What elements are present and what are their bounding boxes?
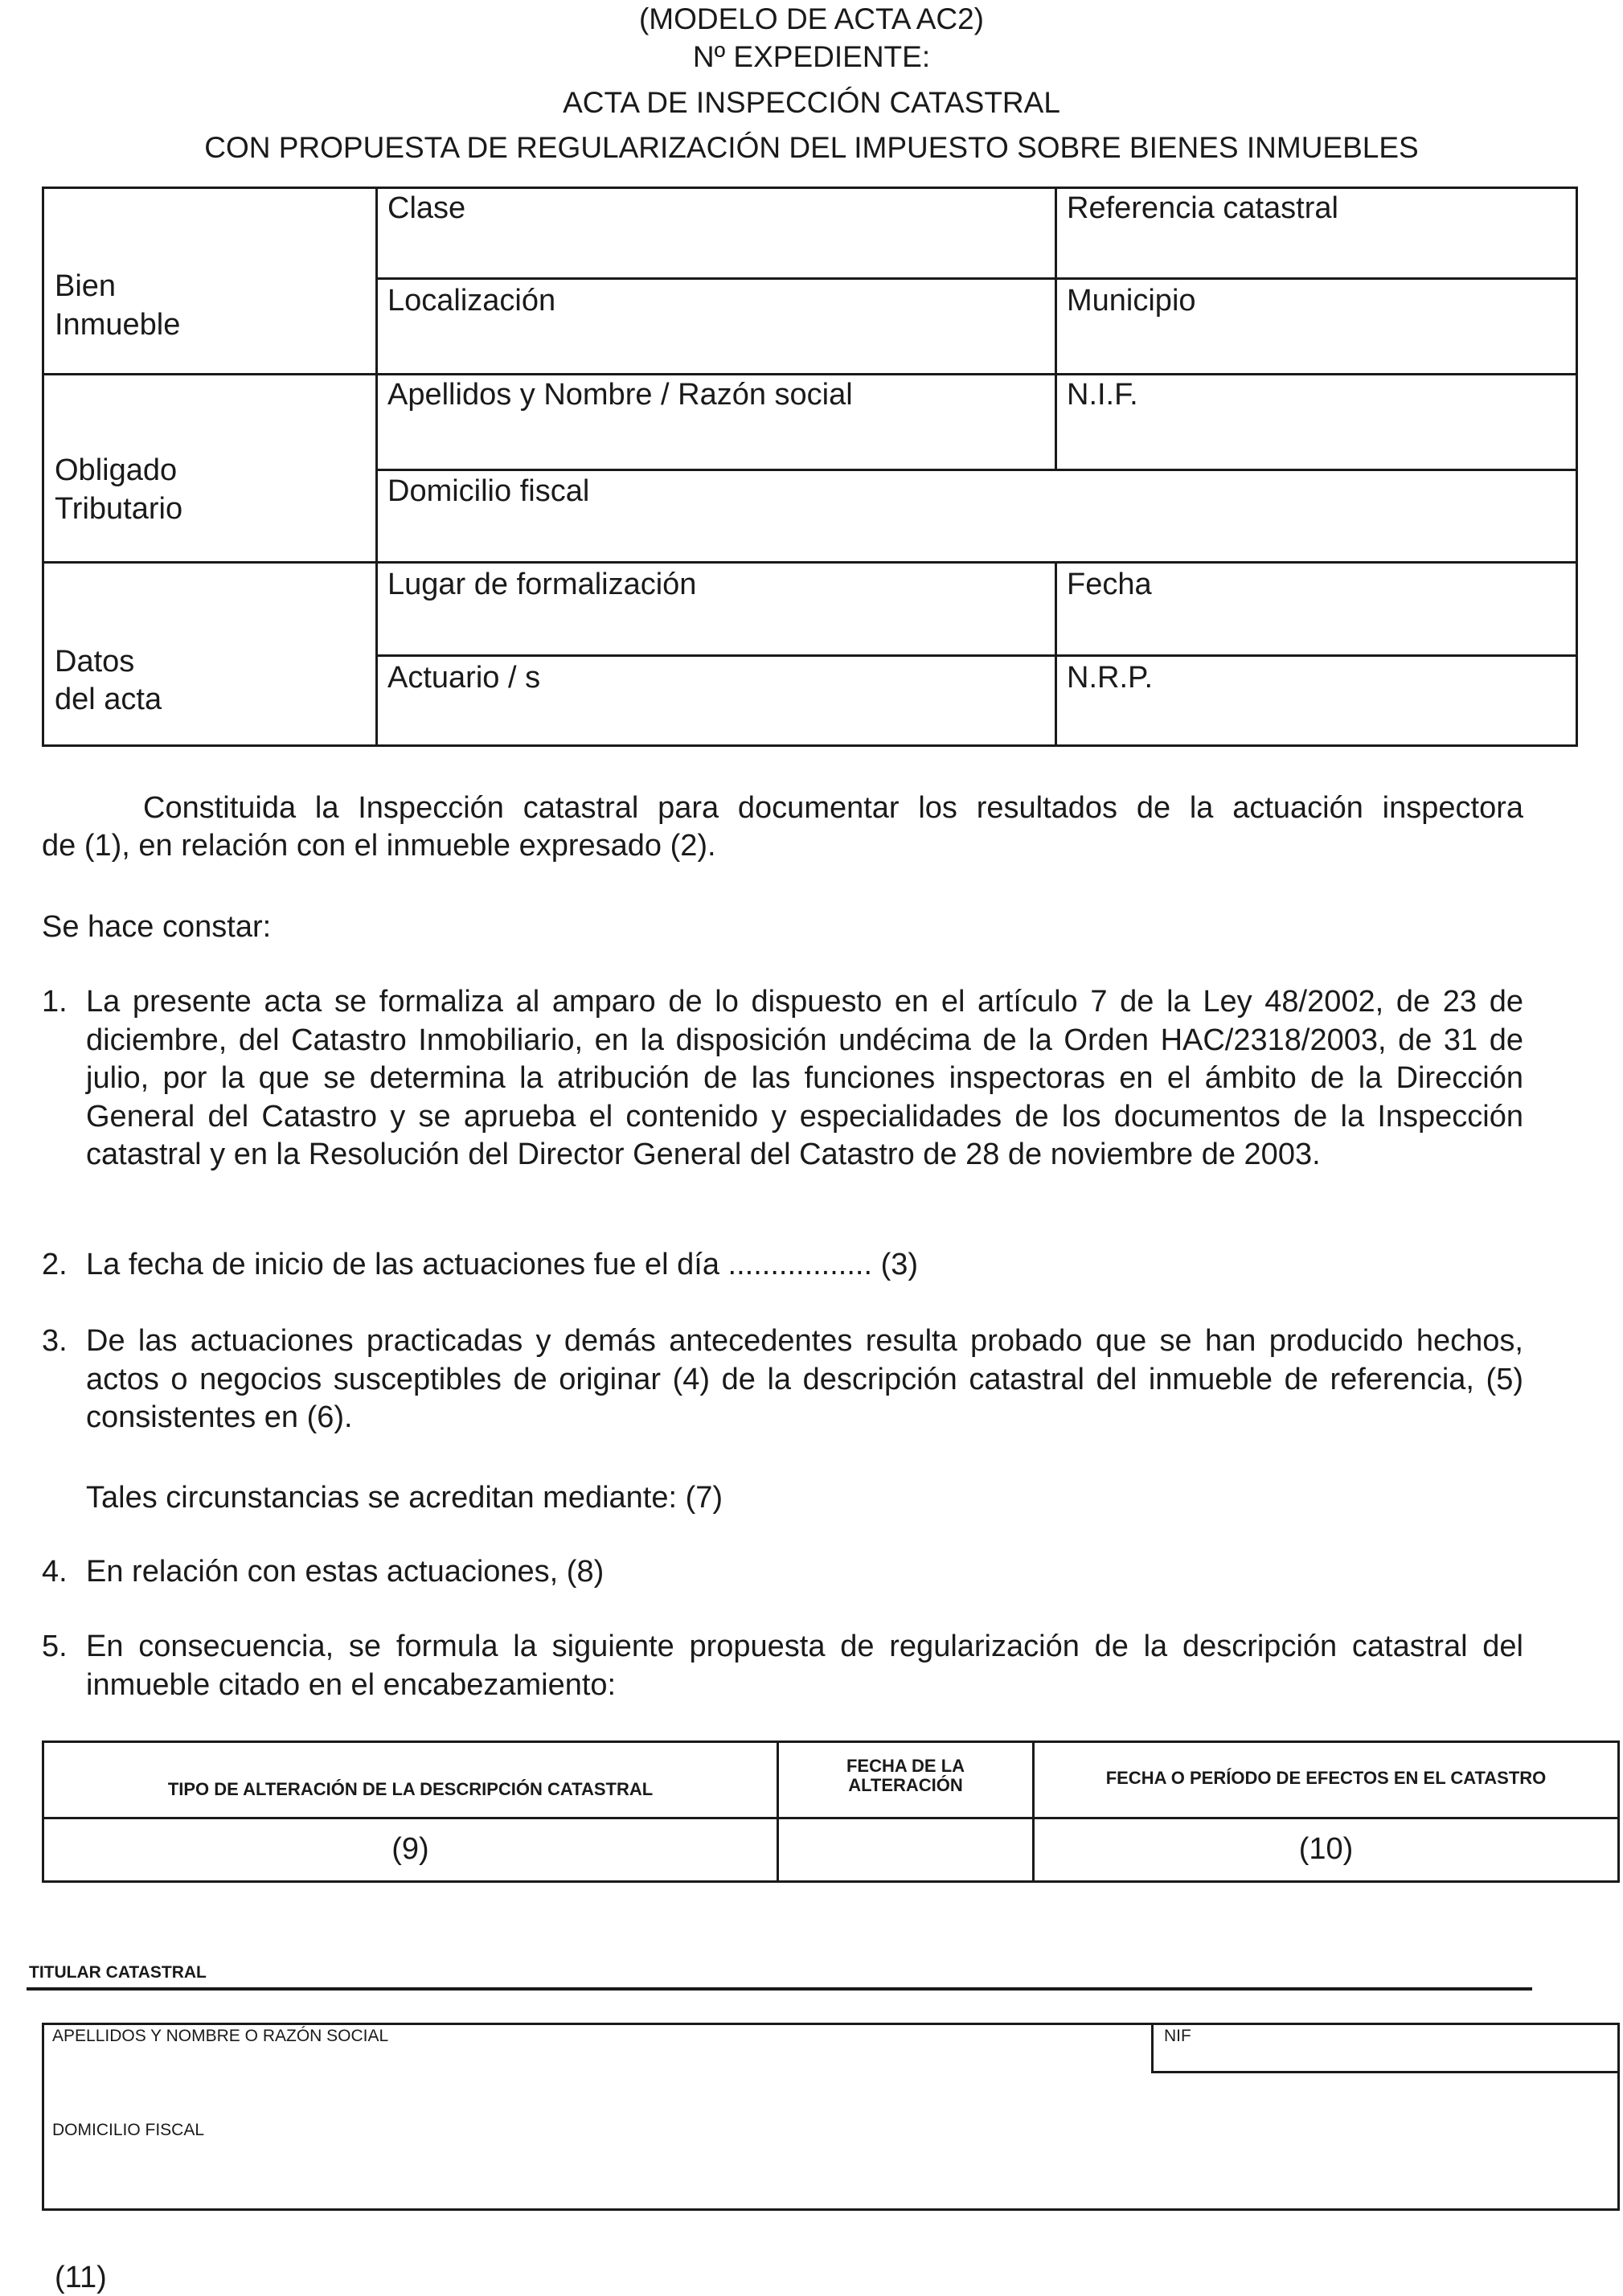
header-expediente: Nº EXPEDIENTE: bbox=[692, 40, 931, 73]
titular-apellidos-label: APELLIDOS Y NOMBRE O RAZÓN SOCIAL bbox=[52, 2027, 389, 2045]
field-apellidos-nombre: Apellidos y Nombre / Razón social bbox=[387, 378, 853, 412]
titular-domicilio-label: DOMICILIO FISCAL bbox=[52, 2121, 205, 2139]
col-tipo-alteracion: TIPO DE ALTERACIÓN DE LA DESCRIPCIÓN CATASTRAL bbox=[167, 1779, 654, 1799]
intro-line2: de (1), en relación con el inmueble expresado (2). bbox=[42, 829, 716, 863]
value-tipo-alteracion: (9) bbox=[391, 1832, 429, 1866]
field-nif: N.I.F. bbox=[1067, 378, 1138, 412]
group-obligado-line1: Obligado bbox=[55, 453, 178, 487]
item-4-number: 4. bbox=[42, 1555, 68, 1589]
header-title: ACTA DE INSPECCIÓN CATASTRAL bbox=[563, 86, 1060, 119]
field-domicilio-fiscal: Domicilio fiscal bbox=[387, 474, 590, 508]
col-fecha-efectos: FECHA O PERÍODO DE EFECTOS EN EL CATASTRO bbox=[1105, 1768, 1547, 1788]
se-hace-constar: Se hace constar: bbox=[42, 910, 272, 944]
field-clase: Clase bbox=[387, 191, 466, 225]
field-actuario: Actuario / s bbox=[387, 661, 541, 695]
group-obligado-line2: Tributario bbox=[55, 492, 183, 526]
col-fecha-alteracion-line2: ALTERACIÓN bbox=[848, 1775, 963, 1795]
item-5-number: 5. bbox=[42, 1630, 68, 1663]
footer-note: (11) bbox=[55, 2261, 107, 2294]
item-4-text: En relación con estas actuaciones, (8) bbox=[86, 1555, 605, 1589]
item-3-text: De las actuaciones practicadas y demás antecedentes resulta probado que se han producido hechos, actos o negocios susceptibles de originar (4) de la descripción catastral del inmueble de referencia, (5) consistentes en (6). bbox=[86, 1324, 1523, 1434]
field-fecha: Fecha bbox=[1067, 568, 1152, 601]
titular-box-border bbox=[42, 2023, 1620, 2211]
titular-heading-rule bbox=[27, 1987, 1532, 1991]
item-1-number: 1. bbox=[42, 985, 68, 1019]
intro-line1: Constituida la Inspección catastral para documentar los resultados de la actuación inspectora bbox=[143, 791, 1523, 825]
field-lugar-formalizacion: Lugar de formalización bbox=[387, 568, 697, 601]
item-5-text: En consecuencia, se formula la siguiente propuesta de regularización de la descripción catastral del inmueble citado en el encabezamiento: bbox=[86, 1630, 1523, 1702]
titular-heading: TITULAR CATASTRAL bbox=[29, 1963, 207, 1982]
item-3-number: 3. bbox=[42, 1324, 68, 1358]
group-bien-line2: Inmueble bbox=[55, 308, 181, 342]
item-2-number: 2. bbox=[42, 1248, 68, 1281]
value-fecha-efectos: (10) bbox=[1298, 1832, 1354, 1866]
group-datos-line2: del acta bbox=[55, 683, 162, 716]
field-nrp: N.R.P. bbox=[1067, 661, 1154, 695]
titular-nif-label: NIF bbox=[1164, 2027, 1191, 2045]
col-fecha-alteracion-line1: FECHA DE LA bbox=[846, 1756, 965, 1776]
header-model: (MODELO DE ACTA AC2) bbox=[638, 2, 985, 35]
group-bien-line1: Bien bbox=[55, 269, 117, 303]
item-2-text: La fecha de inicio de las actuaciones fue el día ................. (3) bbox=[86, 1248, 919, 1281]
group-datos-line1: Datos bbox=[55, 645, 135, 679]
tales-circunstancias: Tales circunstancias se acreditan mediante: (7) bbox=[86, 1481, 723, 1515]
header-subtitle: CON PROPUESTA DE REGULARIZACIÓN DEL IMPUESTO SOBRE BIENES INMUEBLES bbox=[204, 131, 1419, 164]
item-1-text: La presente acta se formaliza al amparo de lo dispuesto en el artículo 7 de la Ley 48/2002, de 23 de diciembre, del Catastro Inmobiliario, en la disposición undécima de la Orden HAC/2318/2003, de 31 de julio, por la que se determina la atribución de las funciones inspectoras en el ámbito de la Dirección General del Catastro y se aprueba el contenido y especialidades de los documentos de la Inspección catastral y en la Resolución del Director General del Catastro de 28 de noviembre de 2003. bbox=[86, 985, 1523, 1171]
field-municipio: Municipio bbox=[1067, 284, 1196, 318]
field-localizacion: Localización bbox=[387, 284, 556, 318]
field-referencia-catastral: Referencia catastral bbox=[1067, 191, 1338, 225]
main-table-border bbox=[42, 187, 1578, 747]
